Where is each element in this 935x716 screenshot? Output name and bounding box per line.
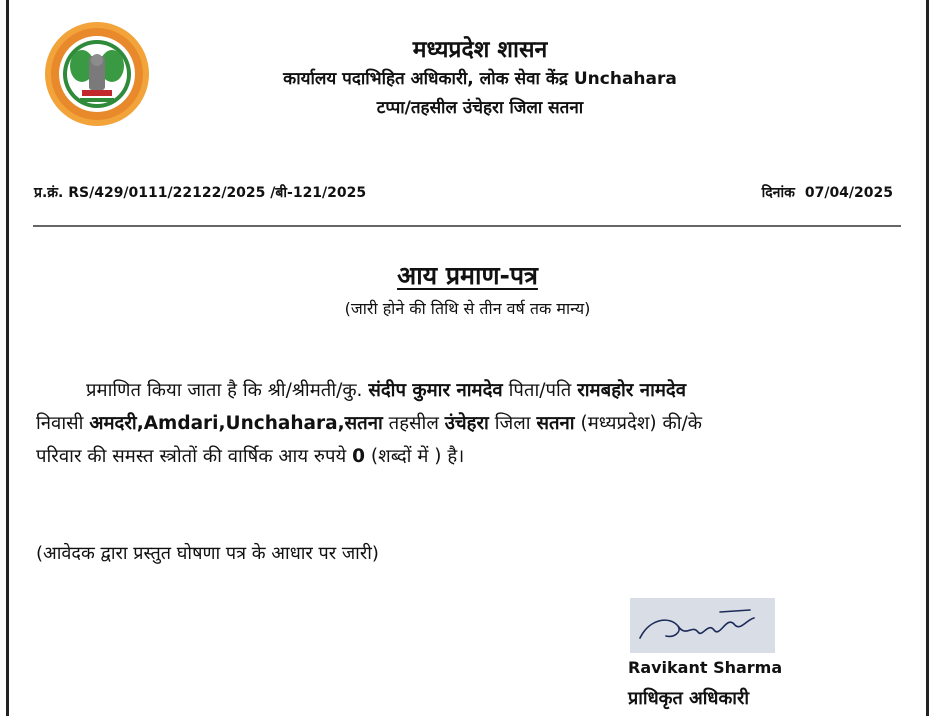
tehsil: उंचेहरा [444, 413, 489, 434]
father-name: रामबहोर नामदेव [577, 380, 687, 401]
certificate-body [36, 374, 906, 473]
signatory-role: प्राधिकृत अधिकारी [628, 688, 749, 709]
declaration-note: (आवेदक द्वारा प्रस्तुत घोषणा पत्र के आधार पर जारी) [36, 543, 379, 564]
body-text: निवासी [36, 413, 84, 434]
reference-number: प्र.क्रं. RS/429/0111/22122/2025 /बी-121/2025 [34, 185, 367, 201]
body-text: (शब्दों में ) है। [370, 446, 465, 467]
body-text: तहसील [388, 413, 439, 434]
government-title: मध्यप्रदेश शासन [412, 37, 548, 63]
signatory-name: Ravikant Sharma [628, 658, 783, 677]
page-border-right [926, 0, 929, 716]
body-text: पिता/पति [508, 380, 572, 401]
page-border-left [6, 0, 9, 716]
body-text: (मध्यप्रदेश) की/के [580, 413, 702, 434]
address: अमदरी,Amdari,Unchahara,सतना [89, 413, 383, 434]
office-location: टप्पा/तहसील उंचेहरा जिला सतना [376, 98, 584, 118]
header-divider [33, 225, 901, 227]
income-amount: 0 [352, 446, 365, 467]
body-text: परिवार की समस्त स्त्रोतों की वार्षिक आय रुपये [36, 446, 347, 467]
district: सतना [536, 413, 575, 434]
certificate-title: आय प्रमाण-पत्र [397, 261, 538, 290]
validity-note: (जारी होने की तिथि से तीन वर्ष तक मान्य) [344, 299, 591, 318]
applicant-name: संदीप कुमार नामदेव [368, 380, 503, 401]
body-text: प्रमाणित किया जाता है कि श्री/श्रीमती/कु. [86, 380, 363, 401]
body-text: जिला [494, 413, 531, 434]
office-name: कार्यालय पदाभिहित अधिकारी, लोक सेवा केंद्र Unchahara [283, 69, 677, 89]
issue-date [762, 183, 893, 202]
mp-government-emblem-icon [38, 20, 156, 128]
signature-image [630, 598, 775, 653]
date-label: दिनांक [761, 185, 795, 201]
date-value: 07/04/2025 [804, 185, 893, 201]
